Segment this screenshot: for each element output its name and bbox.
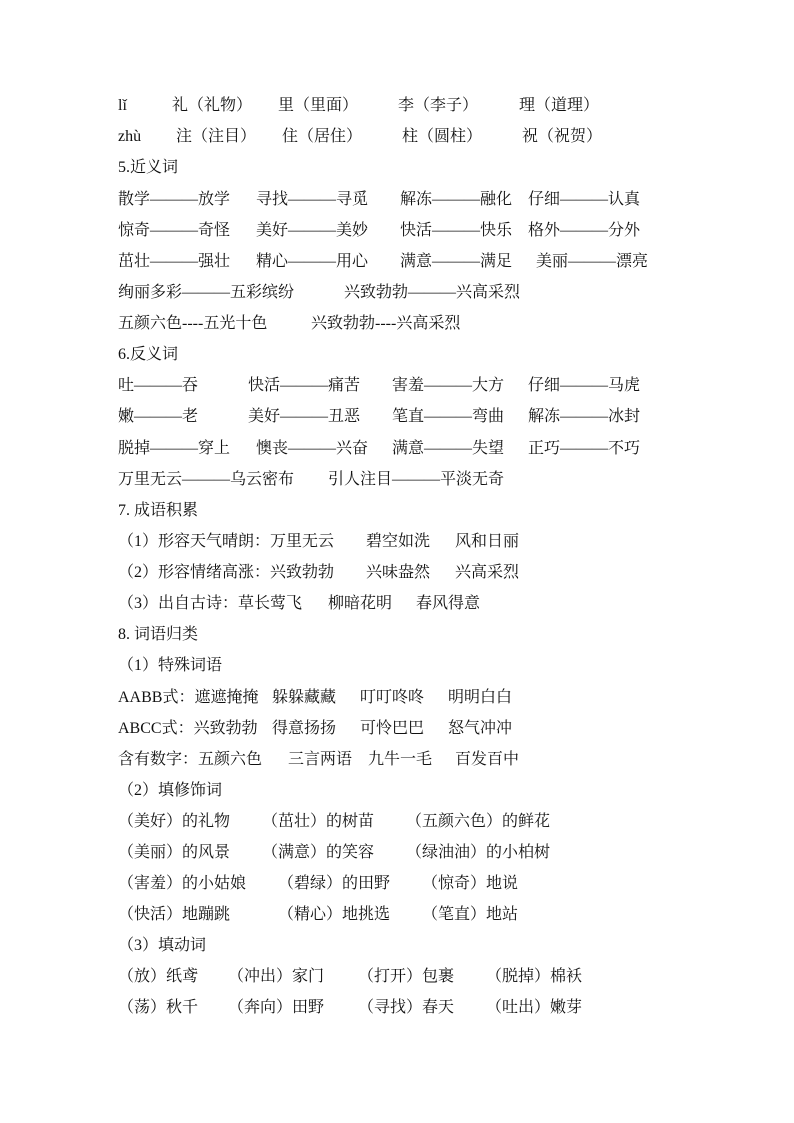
homophone-word: 祝（祝贺） bbox=[522, 128, 603, 145]
idiom-item: 万里无云 bbox=[270, 533, 335, 550]
section-heading-idioms bbox=[0, 501, 794, 521]
modifier-row bbox=[0, 843, 794, 863]
synonym-pair: 茁壮———强壮 bbox=[118, 253, 231, 270]
antonym-pair: 脱掉———穿上 bbox=[118, 440, 231, 457]
antonym-pair: 懊丧———兴奋 bbox=[256, 440, 369, 457]
verb-phrase: （奔向）田野 bbox=[228, 999, 325, 1016]
antonym-row bbox=[0, 407, 794, 427]
synonym-row bbox=[0, 314, 794, 334]
antonym-pair: 美好———丑恶 bbox=[248, 408, 361, 425]
antonym-pair: 快活———痛苦 bbox=[248, 377, 361, 394]
synonym-pair: 精心———用心 bbox=[256, 253, 369, 270]
homophone-row bbox=[0, 127, 794, 147]
special-word: 躲躲藏藏 bbox=[272, 689, 337, 706]
special-word: 三言两语 bbox=[288, 751, 353, 768]
subsection-heading: （1）特殊词语 bbox=[118, 657, 223, 674]
modifier-phrase: （害羞）的小姑娘 bbox=[118, 875, 247, 892]
synonym-row bbox=[0, 221, 794, 241]
special-word: 得意扬扬 bbox=[272, 720, 337, 737]
synonym-pair: 散学———放学 bbox=[118, 191, 231, 208]
section-heading: 6.反义词 bbox=[118, 346, 179, 363]
synonym-pair: 格外———分外 bbox=[528, 222, 641, 239]
verb-phrase: （吐出）嫩芽 bbox=[486, 999, 583, 1016]
antonym-pair: 解冻———冰封 bbox=[528, 408, 641, 425]
homophone-word: 住（居住） bbox=[282, 128, 363, 145]
synonym-pair: 寻找———寻觅 bbox=[256, 191, 369, 208]
pinyin-label: zhù bbox=[118, 128, 142, 145]
antonym-pair: 引人注目———平淡无奇 bbox=[328, 471, 505, 488]
special-word: 怒气冲冲 bbox=[448, 720, 513, 737]
synonym-pair: 仔细———认真 bbox=[528, 191, 641, 208]
idiom-row bbox=[0, 563, 794, 583]
modifier-phrase: （茁壮）的树苗 bbox=[262, 813, 375, 830]
modifier-phrase: （美丽）的风景 bbox=[118, 844, 231, 861]
antonym-pair: 笔直———弯曲 bbox=[392, 408, 505, 425]
idiom-group-lead bbox=[118, 532, 334, 552]
modifier-phrase: （满意）的笑容 bbox=[262, 844, 375, 861]
idiom-item: 兴味盎然 bbox=[366, 564, 431, 581]
special-word: 五颜六色 bbox=[198, 751, 263, 768]
pattern-label: 含有数字： bbox=[118, 751, 199, 768]
homophone-row bbox=[0, 96, 794, 116]
idiom-row bbox=[0, 532, 794, 552]
idiom-item: 兴致勃勃 bbox=[270, 564, 335, 581]
modifier-phrase: （绿油油）的小柏树 bbox=[406, 844, 551, 861]
modifier-row bbox=[0, 874, 794, 894]
verb-row bbox=[0, 998, 794, 1018]
synonym-row bbox=[0, 283, 794, 303]
modifier-phrase: （快活）地蹦跳 bbox=[118, 906, 231, 923]
synonym-row bbox=[0, 252, 794, 272]
homophone-word: 注（注目） bbox=[176, 128, 257, 145]
verb-phrase: （打开）包裹 bbox=[358, 968, 455, 985]
synonym-pair: 解冻———融化 bbox=[400, 191, 513, 208]
modifier-row bbox=[0, 905, 794, 925]
synonym-pair: 美好———美妙 bbox=[256, 222, 369, 239]
synonym-pair: 五颜六色----五光十色 bbox=[118, 315, 268, 332]
section-heading-antonyms bbox=[0, 345, 794, 365]
verb-phrase: （寻找）春天 bbox=[358, 999, 455, 1016]
subsection-heading: （2）填修饰词 bbox=[118, 782, 223, 799]
homophone-word: 柱（圆柱） bbox=[402, 128, 483, 145]
pinyin-label: lǐ bbox=[118, 97, 127, 114]
verb-phrase: （脱掉）棉袄 bbox=[486, 968, 583, 985]
antonym-pair: 正巧———不巧 bbox=[528, 440, 641, 457]
special-word: 遮遮掩掩 bbox=[194, 689, 259, 706]
homophone-word: 礼（礼物） bbox=[172, 97, 253, 114]
section-heading: 5.近义词 bbox=[118, 159, 179, 176]
modifier-phrase: （笔直）地站 bbox=[422, 906, 519, 923]
idiom-item: 柳暗花明 bbox=[328, 595, 393, 612]
section-heading-classification bbox=[0, 625, 794, 645]
modifier-phrase: （五颜六色）的鲜花 bbox=[406, 813, 551, 830]
antonym-row bbox=[0, 439, 794, 459]
special-word: 可怜巴巴 bbox=[360, 720, 425, 737]
special-word-row bbox=[0, 750, 794, 770]
idiom-item: 风和日丽 bbox=[455, 533, 520, 550]
section-heading-synonyms bbox=[0, 158, 794, 178]
subsection-heading: （3）填动词 bbox=[118, 937, 207, 954]
verb-phrase: （荡）秋千 bbox=[118, 999, 199, 1016]
homophone-word: 里（里面） bbox=[278, 97, 359, 114]
synonym-pair: 快活———快乐 bbox=[400, 222, 513, 239]
special-word: 明明白白 bbox=[448, 689, 513, 706]
synonym-pair: 惊奇———奇怪 bbox=[118, 222, 231, 239]
special-word: 百发百中 bbox=[455, 751, 520, 768]
special-group-lead bbox=[118, 688, 258, 708]
special-word: 叮叮咚咚 bbox=[360, 689, 425, 706]
idiom-label: （1）形容天气晴朗： bbox=[118, 533, 271, 550]
antonym-row bbox=[0, 470, 794, 490]
special-word-row bbox=[0, 688, 794, 708]
synonym-pair: 兴致勃勃----兴高采烈 bbox=[311, 315, 461, 332]
modifier-phrase: （碧绿）的田野 bbox=[278, 875, 391, 892]
antonym-pair: 嫩———老 bbox=[118, 408, 199, 425]
special-group-lead bbox=[118, 750, 262, 770]
special-word-row bbox=[0, 719, 794, 739]
idiom-group-lead bbox=[118, 563, 334, 583]
modifier-phrase: （惊奇）地说 bbox=[422, 875, 519, 892]
modifier-row bbox=[0, 812, 794, 832]
idiom-item: 春风得意 bbox=[416, 595, 481, 612]
verb-row bbox=[0, 967, 794, 987]
idiom-item: 草长莺飞 bbox=[238, 595, 303, 612]
antonym-pair: 吐———吞 bbox=[118, 377, 199, 394]
verb-phrase: （放）纸鸢 bbox=[118, 968, 199, 985]
idiom-label: （2）形容情绪高涨： bbox=[118, 564, 271, 581]
synonym-pair: 绚丽多彩———五彩缤纷 bbox=[118, 284, 295, 301]
section-heading: 8. 词语归类 bbox=[118, 626, 199, 643]
antonym-pair: 万里无云———乌云密布 bbox=[118, 471, 295, 488]
pattern-label: AABB式： bbox=[118, 689, 195, 706]
idiom-row bbox=[0, 594, 794, 614]
synonym-row bbox=[0, 190, 794, 210]
section-heading: 7. 成语积累 bbox=[118, 502, 199, 519]
antonym-pair: 满意———失望 bbox=[392, 440, 505, 457]
antonym-pair: 仔细———马虎 bbox=[528, 377, 641, 394]
antonym-row bbox=[0, 376, 794, 396]
subheading-modifiers bbox=[0, 781, 794, 801]
homophone-word: 理（道理） bbox=[519, 97, 600, 114]
idiom-item: 兴高采烈 bbox=[455, 564, 520, 581]
special-word: 九牛一毛 bbox=[368, 751, 433, 768]
homophone-word: 李（李子） bbox=[398, 97, 479, 114]
verb-phrase: （冲出）家门 bbox=[228, 968, 325, 985]
idiom-group-lead bbox=[118, 594, 302, 614]
subheading-verbs bbox=[0, 936, 794, 956]
idiom-item: 碧空如洗 bbox=[366, 533, 431, 550]
synonym-pair: 美丽———漂亮 bbox=[536, 253, 649, 270]
idiom-label: （3）出自古诗： bbox=[118, 595, 239, 612]
subheading-special bbox=[0, 656, 794, 676]
synonym-pair: 满意———满足 bbox=[400, 253, 513, 270]
antonym-pair: 害羞———大方 bbox=[392, 377, 505, 394]
pattern-label: ABCC式： bbox=[118, 720, 194, 737]
special-group-lead bbox=[118, 719, 258, 739]
special-word: 兴致勃勃 bbox=[193, 720, 258, 737]
synonym-pair: 兴致勃勃———兴高采烈 bbox=[344, 284, 521, 301]
modifier-phrase: （精心）地挑选 bbox=[278, 906, 391, 923]
modifier-phrase: （美好）的礼物 bbox=[118, 813, 231, 830]
